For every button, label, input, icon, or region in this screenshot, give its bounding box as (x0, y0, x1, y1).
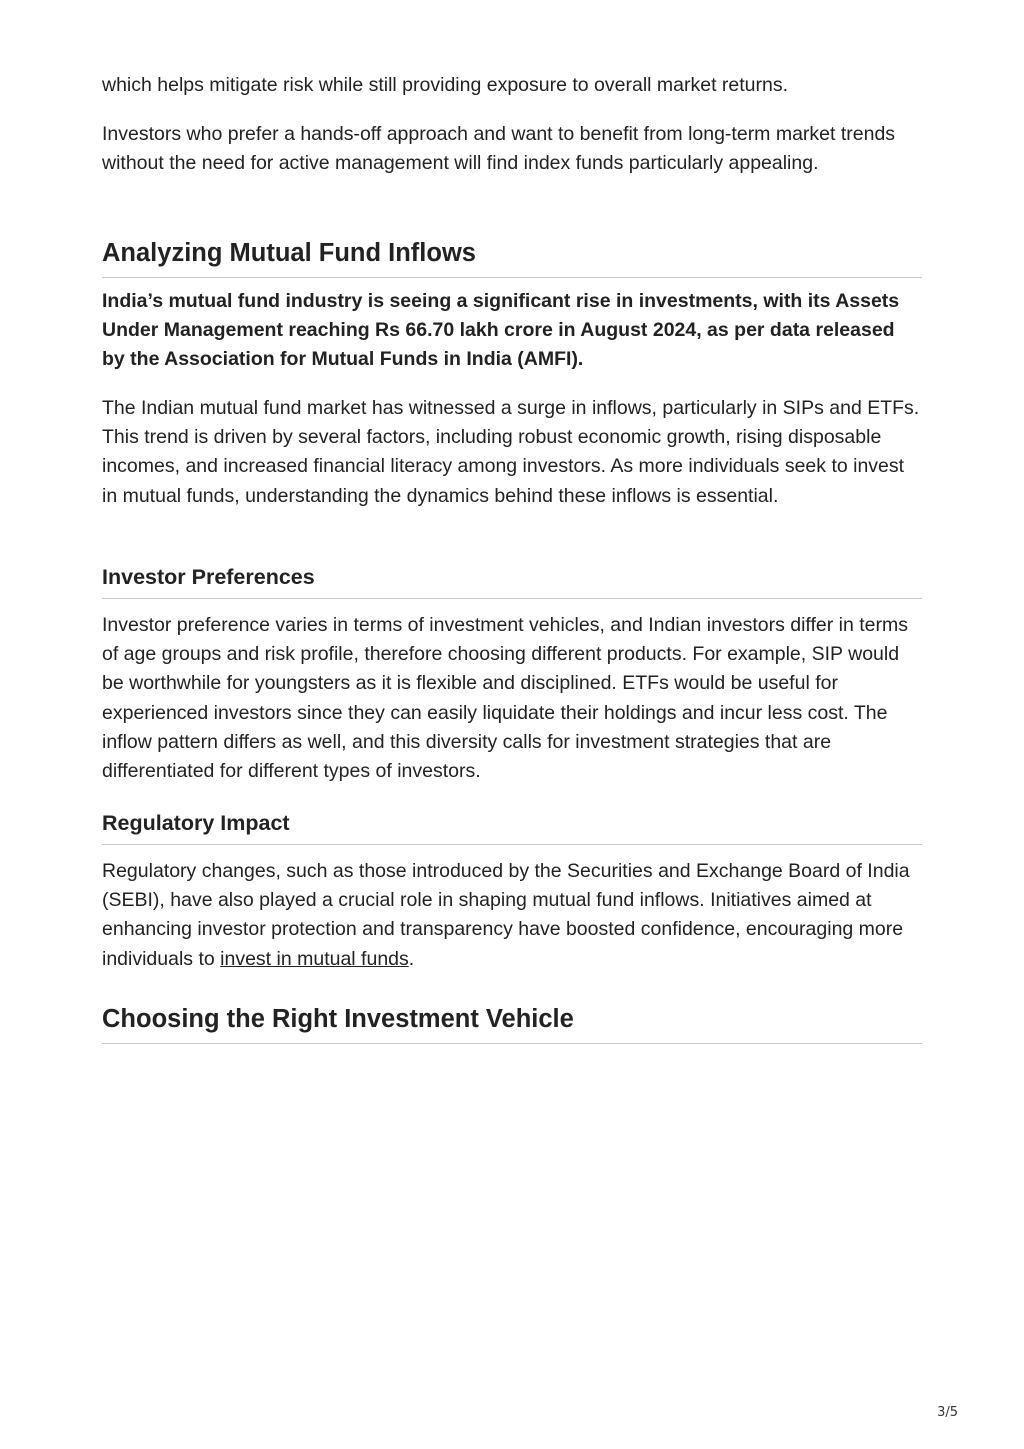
paragraph-market-surge: The Indian mutual fund market has witnessed a surge in inflows, particularly in SIPs and ETFs. This trend is driven by several factors, including robust economic growth, rising disposable incomes, and increased financial literacy among investors. As more individuals seek to invest in mutual funds, understanding the dynamics behind these inflows is essential. (102, 397, 920, 507)
paragraph-risk-mitigation: which helps mitigate risk while still providing exposure to overall market returns. (102, 74, 789, 96)
paragraph-regulatory-impact (102, 857, 922, 974)
heading-regulatory-impact: Regulatory Impact (102, 809, 922, 845)
paragraph-aum-highlight: India’s mutual fund industry is seeing a significant rise in investments, with its Assets Under Management reaching Rs 66.70 lakh crore in August 2024, as per data released by the Association for Mutual Funds in India (AMFI). (102, 290, 900, 371)
regulatory-text-after: . (408, 947, 415, 970)
regulatory-text-before: Regulatory changes, such as those introduced by the Securities and Exchange Board of India (SEBI), have also played a crucial role in shaping mutual fund inflows. Initiatives aimed at enhancing investor protection and transparency have boosted confidence, encouraging more individuals to (102, 860, 910, 970)
paragraph-hands-off-investors: Investors who prefer a hands-off approach and want to benefit from long-term market trends without the need for active management will find index funds particularly appealing. (102, 123, 896, 175)
invest-in-mutual-funds-link[interactable]: invest in mutual funds (220, 947, 409, 970)
page-number: 3/5 (937, 1405, 958, 1420)
heading-choosing-vehicle: Choosing the Right Investment Vehicle (102, 1003, 922, 1044)
heading-investor-preferences: Investor Preferences (102, 563, 922, 599)
heading-analyzing-inflows: Analyzing Mutual Fund Inflows (102, 237, 922, 278)
paragraph-investor-preferences: Investor preference varies in terms of investment vehicles, and Indian investors differ in terms of age groups and risk profile, therefore choosing different products. For example, SIP would be worthwhile for youngsters as it is flexible and disciplined. ETFs would be useful for experienced investors since they can easily liquidate their holdings and incur less cost. The inflow pattern differs as well, and this diversity calls for investment strategies that are differentiated for different types of investors. (102, 614, 909, 783)
